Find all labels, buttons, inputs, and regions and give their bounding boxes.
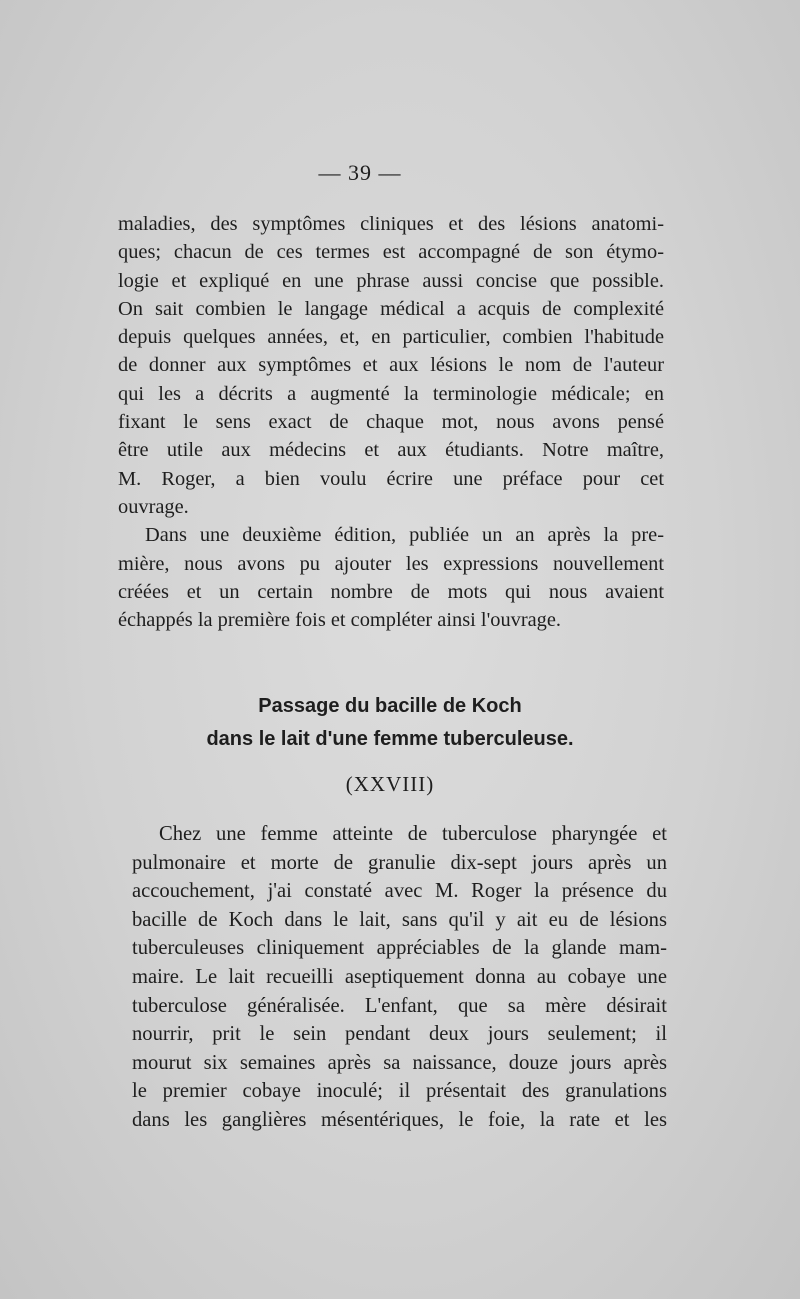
- text-line: le premier cobaye inoculé; il présentait des granulations: [132, 1080, 667, 1103]
- text-line: M. Roger, a bien voulu écrire une préface pour cet: [118, 467, 664, 490]
- intro-paragraphs: [118, 210, 664, 634]
- text-line: Dans une deuxième édition, publiée un an après la pre-: [145, 524, 664, 547]
- text-line: dans les ganglières mésentériques, le foie, la rate et les: [132, 1108, 667, 1131]
- text-line: de donner aux symptômes et aux lésions le nom de l'auteur: [118, 354, 664, 377]
- text-line: nourrir, prit le sein pendant deux jours seulement; il: [132, 1023, 667, 1046]
- text-line: être utile aux médecins et aux étudiants. Notre maître,: [118, 439, 664, 462]
- text-line: bacille de Koch dans le lait, sans qu'il y ait eu de lésions: [132, 908, 667, 931]
- text-line: tuberculeuses cliniquement appréciables de la glande mam-: [132, 937, 667, 960]
- text-line: logie et expliqué en une phrase aussi concise que possible.: [118, 269, 664, 292]
- text-line: qui les a décrits a augmenté la terminologie médicale; en: [118, 382, 664, 405]
- text-line: depuis quelques années, et, en particulier, combien l'habitude: [118, 326, 664, 349]
- section-number: (XXVIII): [345, 772, 435, 796]
- text-line: créées et un certain nombre de mots qui nous avaient: [118, 580, 664, 603]
- text-line: pulmonaire et morte de granulie dix-sept jours après un: [132, 851, 667, 874]
- text-line: tuberculose généralisée. L'enfant, que sa mère désirait: [132, 994, 667, 1017]
- page-number: — 39 —: [318, 160, 402, 185]
- text-line: mière, nous avons pu ajouter les expressions nouvellement: [118, 552, 664, 575]
- section-paragraph: [132, 820, 667, 1135]
- text-line: ques; chacun de ces termes est accompagné de son étymo-: [118, 241, 664, 264]
- text-line: échappés la première fois et compléter ainsi l'ouvrage.: [118, 609, 562, 632]
- text-line: maire. Le lait recueilli aseptiquement donna au cobaye une: [132, 965, 667, 988]
- text-line: ouvrage.: [118, 495, 189, 518]
- text-line: Chez une femme atteinte de tuberculose pharyngée et: [159, 823, 667, 845]
- text-line: mourut six semaines après sa naissance, douze jours après: [132, 1051, 667, 1074]
- text-line: fixant le sens exact de chaque mot, nous avons pensé: [118, 411, 664, 434]
- text-line: On sait combien le langage médical a acquis de complexité: [118, 297, 664, 320]
- text-line: accouchement, j'ai constaté avec M. Roger la présence du: [132, 880, 667, 903]
- section-title: dans le lait d'une femme tuberculeuse.: [206, 728, 574, 750]
- section-title: Passage du bacille de Koch: [258, 695, 522, 717]
- text-line: maladies, des symptômes cliniques et des lésions anatomi-: [118, 213, 664, 235]
